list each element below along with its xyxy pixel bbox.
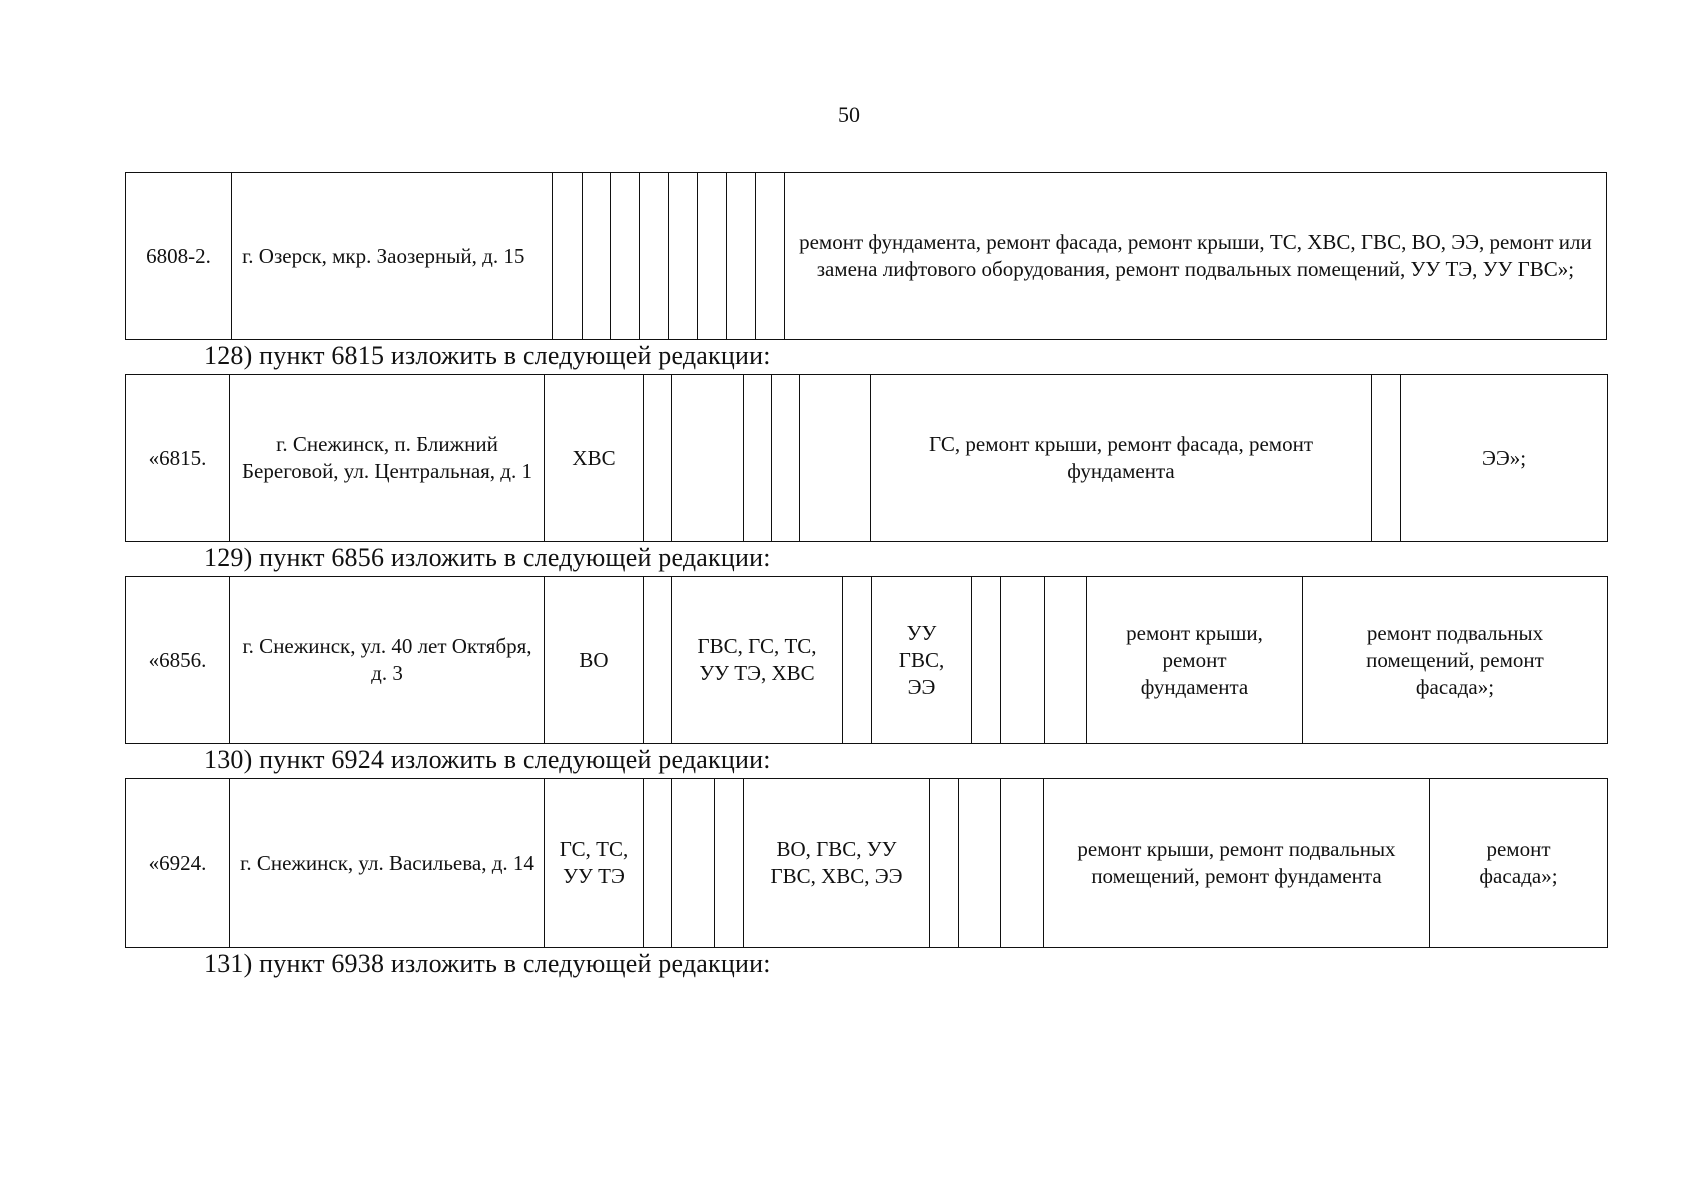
empty-cell <box>582 173 611 340</box>
row-number: «6856. <box>126 577 230 744</box>
work-cell: ЭЭ»; <box>1401 375 1608 542</box>
empty-cell <box>843 577 872 744</box>
empty-cell <box>1001 779 1044 948</box>
empty-cell <box>553 173 583 340</box>
work-cell: ремонт фасада»; <box>1430 779 1608 948</box>
table-row-6808 <box>125 172 1607 340</box>
empty-cell <box>756 173 785 340</box>
work-cell: ремонт крыши, ремонт подвальных помещений, ремонт фундамента <box>1044 779 1430 948</box>
empty-cell <box>1045 577 1087 744</box>
empty-cell <box>972 577 1001 744</box>
row-number: «6924. <box>126 779 230 948</box>
empty-cell <box>672 779 715 948</box>
empty-cell <box>726 173 756 340</box>
empty-cell <box>930 779 959 948</box>
address-cell: г. Снежинск, ул. 40 лет Октября, д. 3 <box>230 577 545 744</box>
paragraph-129: 129) пункт 6856 изложить в следующей редакции: <box>204 543 771 572</box>
works-cell: ремонт фундамента, ремонт фасада, ремонт крыши, ТС, ХВС, ГВС, ВО, ЭЭ, ремонт или замена лифтового оборудования, ремонт подвальных помещений, УУ ТЭ, УУ ГВС»; <box>784 173 1606 340</box>
paragraph-131: 131) пункт 6938 изложить в следующей редакции: <box>204 949 771 978</box>
empty-cell <box>959 779 1001 948</box>
empty-cell <box>644 779 672 948</box>
empty-cell <box>644 577 672 744</box>
work-cell: ГВС, ГС, ТС, УУ ТЭ, ХВС <box>672 577 843 744</box>
work-cell: ремонт подвальных помещений, ремонт фасада»; <box>1303 577 1608 744</box>
empty-cell <box>1372 375 1401 542</box>
empty-cell <box>668 173 698 340</box>
work-cell: ВО <box>545 577 644 744</box>
page-number: 50 <box>838 102 860 127</box>
empty-cell <box>640 173 669 340</box>
empty-cell <box>715 779 744 948</box>
work-cell: ремонт крыши, ремонт фундамента <box>1087 577 1303 744</box>
empty-cell <box>800 375 871 542</box>
work-cell: ВО, ГВС, УУ ГВС, ХВС, ЭЭ <box>744 779 930 948</box>
empty-cell <box>644 375 672 542</box>
empty-cell <box>672 375 744 542</box>
paragraph-130: 130) пункт 6924 изложить в следующей редакции: <box>204 745 771 774</box>
work-cell: УУ ГВС, ЭЭ <box>872 577 972 744</box>
address-cell: г. Снежинск, п. Ближний Береговой, ул. Центральная, д. 1 <box>230 375 545 542</box>
row-number: 6808-2. <box>126 173 232 340</box>
empty-cell <box>611 173 640 340</box>
empty-cell <box>1001 577 1045 744</box>
table-row-6856 <box>125 576 1608 744</box>
empty-cell <box>772 375 800 542</box>
paragraph-128: 128) пункт 6815 изложить в следующей редакции: <box>204 341 771 370</box>
work-cell: ХВС <box>545 375 644 542</box>
work-cell: ГС, ТС, УУ ТЭ <box>545 779 644 948</box>
work-cell: ГС, ремонт крыши, ремонт фасада, ремонт фундамента <box>871 375 1372 542</box>
address-cell: г. Снежинск, ул. Васильева, д. 14 <box>230 779 545 948</box>
empty-cell <box>744 375 772 542</box>
table-row-6924 <box>125 778 1608 948</box>
row-number: «6815. <box>126 375 230 542</box>
address-cell: г. Озерск, мкр. Заозерный, д. 15 <box>232 173 553 340</box>
table-row-6815 <box>125 374 1608 542</box>
empty-cell <box>698 173 727 340</box>
